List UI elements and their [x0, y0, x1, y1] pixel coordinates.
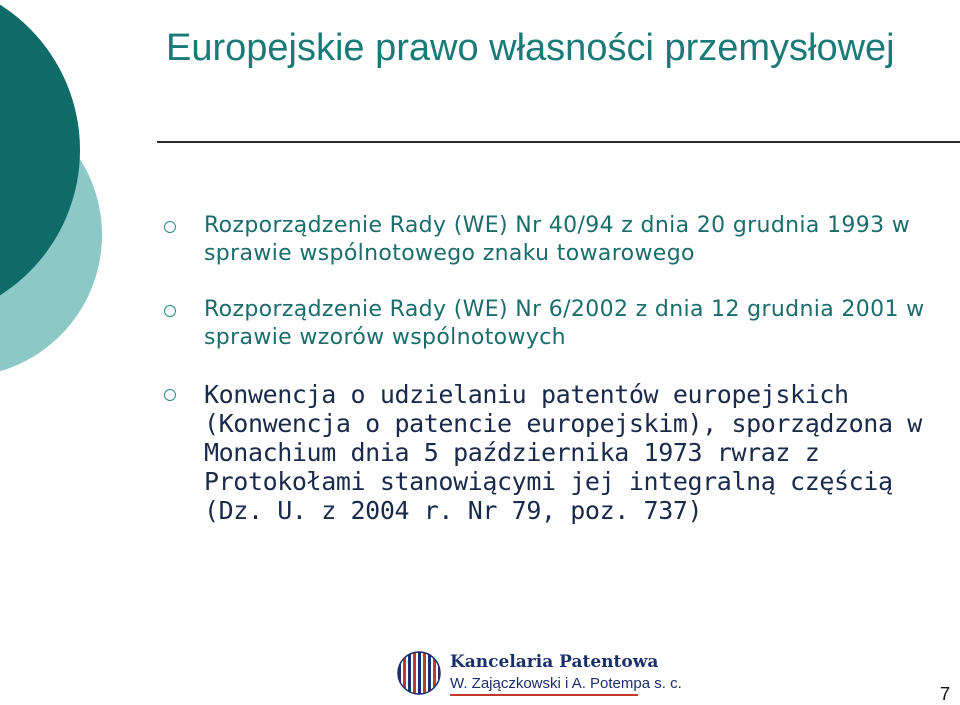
title-divider	[157, 141, 960, 143]
bullet-text: Rozporządzenie Rady (WE) Nr 6/2002 z dnia 12 grudnia 2001 w sprawie wzorów wspólnotowych	[204, 297, 925, 350]
logo-subtitle: W. Zajączkowski i A. Potempa s. c.	[450, 675, 682, 692]
bullet-text: Konwencja o udzielaniu patentów europejskich (Konwencja o patencie europejskim), sporządzona w Monachium dnia 5 października 1973 rwraz z Protokołami stanowiącymi jej integralną częścią (Dz. U. z 2004 r. Nr 79, poz. 737)	[204, 380, 922, 525]
slide-title: Europejskie prawo własności przemysłowej	[166, 27, 895, 69]
bullet-item	[162, 212, 960, 268]
bullet-item	[162, 380, 960, 525]
circle-bullet-icon	[164, 221, 176, 233]
bullet-list	[162, 212, 960, 525]
circle-bullet-icon	[164, 389, 176, 401]
bullet-item	[162, 296, 960, 352]
globe-stripes-icon	[396, 650, 442, 696]
page-number: 7	[939, 684, 950, 704]
logo-name: Kancelaria Patentowa	[450, 652, 659, 672]
circle-bullet-icon	[164, 305, 176, 317]
logo-underline	[450, 694, 638, 696]
company-logo	[396, 650, 682, 698]
bullet-text: Rozporządzenie Rady (WE) Nr 40/94 z dnia 20 grudnia 1993 w sprawie wspólnotowego znaku towarowego	[204, 213, 911, 266]
